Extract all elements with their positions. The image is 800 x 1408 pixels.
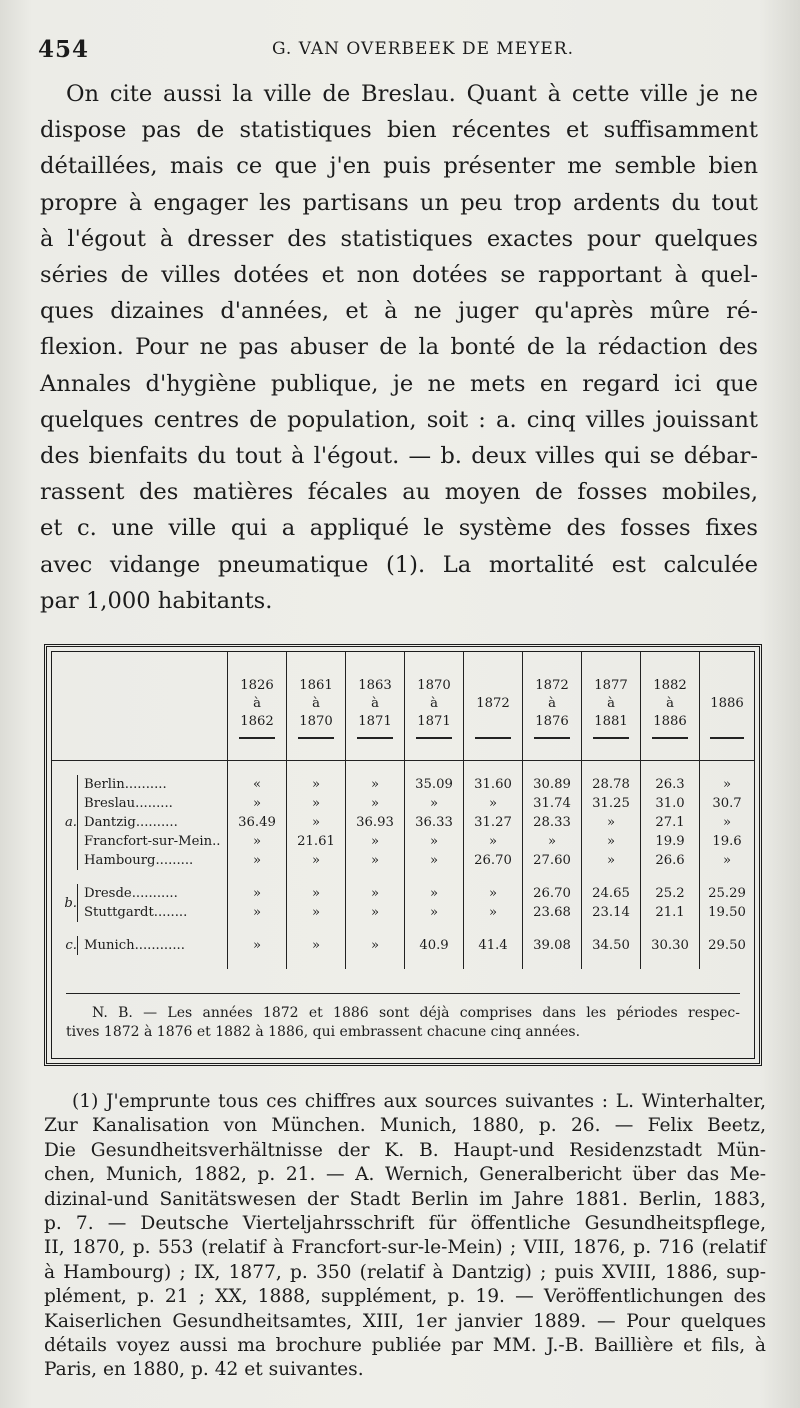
period-header bbox=[346, 652, 405, 761]
mortality-value: » bbox=[287, 794, 346, 813]
body-line: propre à engager les partisans un peu trop ardents du tout bbox=[40, 189, 758, 216]
mortality-value: 36.49 bbox=[228, 813, 287, 832]
mortality-value: » bbox=[405, 794, 464, 813]
mortality-value: 25.2 bbox=[641, 884, 700, 903]
city-name: Stuttgardt........ bbox=[78, 903, 228, 922]
mortality-value: » bbox=[464, 794, 523, 813]
page-number: 454 bbox=[38, 36, 90, 63]
body-line: On cite aussi la ville de Breslau. Quant à cette ville je ne bbox=[66, 81, 758, 107]
mortality-value: « bbox=[228, 775, 287, 794]
mortality-value: » bbox=[405, 832, 464, 851]
footnote-line: (1) J'emprunte tous ces chiffres aux sources suivantes : L. Winterhalter, bbox=[72, 1091, 766, 1112]
footnote-line: chen, Munich, 1882, p. 21. — A. Wernich, Generalbericht über das Me- bbox=[44, 1164, 766, 1186]
note-line: N. B. — Les années 1872 et 1886 sont déjà comprises dans les périodes respec- bbox=[92, 1005, 740, 1021]
mortality-value: 27.60 bbox=[523, 851, 582, 870]
body-line: et c. une ville qui a appliqué le système des fosses fixes bbox=[40, 515, 758, 542]
mortality-value: 19.9 bbox=[641, 832, 700, 851]
header-blank-cell bbox=[52, 652, 228, 761]
period-header-text: 1861 bbox=[299, 678, 333, 693]
mortality-value: 27.1 bbox=[641, 813, 700, 832]
period-header-text bbox=[703, 677, 751, 695]
mortality-value: » bbox=[346, 775, 405, 794]
footnote-line: plément, p. 21 ; XX, 1888, supplément, p. 19. — Veröffentlichungen des bbox=[44, 1286, 766, 1308]
city-name: Francfort-sur-Mein.. bbox=[78, 832, 228, 851]
period-header bbox=[464, 652, 523, 761]
mortality-value: » bbox=[287, 903, 346, 922]
period-header bbox=[287, 652, 346, 761]
mortality-value: » bbox=[582, 813, 641, 832]
period-header-text: 1882 bbox=[653, 678, 687, 693]
mortality-value: 41.4 bbox=[464, 936, 523, 955]
mortality-value: » bbox=[700, 775, 755, 794]
note-line: tives 1872 à 1876 et 1882 à 1886, qui embrassent chacune cinq années. bbox=[66, 1024, 581, 1040]
body-line: à l'égout à dresser des statistiques exactes pour quelques bbox=[40, 225, 758, 252]
mortality-value: » bbox=[464, 832, 523, 851]
period-header bbox=[582, 652, 641, 761]
group-label: a. bbox=[64, 815, 77, 830]
mortality-value: 30.30 bbox=[641, 936, 700, 955]
body-line: rassent des matières fécales au moyen de fosses mobiles, bbox=[40, 479, 758, 506]
mortality-value: » bbox=[228, 794, 287, 813]
footnote-line: Zur Kanalisation von München. Munich, 1880, p. 26. — Felix Beetz, bbox=[44, 1115, 766, 1137]
mortality-value: » bbox=[523, 832, 582, 851]
city-name: Dantzig.......... bbox=[78, 813, 228, 832]
footnote-line: p. 7. — Deutsche Vierteljahrsschrift für öffentliche Gesundheitspflege, bbox=[44, 1213, 766, 1235]
mortality-value: » bbox=[405, 884, 464, 903]
mortality-value: 39.08 bbox=[523, 936, 582, 955]
table-row bbox=[52, 903, 754, 922]
body-line: avec vidange pneumatique (1). La mortalité est calculée bbox=[40, 551, 758, 578]
mortality-table bbox=[52, 652, 754, 969]
mortality-value: » bbox=[405, 851, 464, 870]
footnote-line: à Hambourg) ; IX, 1877, p. 350 (relatif à Dantzig) ; puis XVIII, 1886, sup- bbox=[44, 1261, 766, 1283]
mortality-value: 19.50 bbox=[700, 903, 755, 922]
mortality-value: 36.93 bbox=[346, 813, 405, 832]
mortality-value: » bbox=[287, 936, 346, 955]
table-row bbox=[52, 851, 754, 870]
mortality-value: 29.50 bbox=[700, 936, 755, 955]
mortality-value: 25.29 bbox=[700, 884, 755, 903]
period-header-text: à bbox=[312, 696, 320, 711]
footnote-line: Die Gesundheitsverhältnisse der K. B. Haupt-und Residenzstadt Mün- bbox=[44, 1139, 766, 1161]
footnote-line: Paris, en 1880, p. 42 et suivantes. bbox=[44, 1359, 364, 1381]
table-row bbox=[52, 794, 754, 813]
period-header-text: 1886 bbox=[710, 696, 744, 711]
mortality-value: » bbox=[700, 813, 755, 832]
mortality-value: 26.3 bbox=[641, 775, 700, 794]
mortality-value: 31.74 bbox=[523, 794, 582, 813]
mortality-value: » bbox=[582, 851, 641, 870]
period-header-text: à bbox=[371, 696, 379, 711]
period-header bbox=[405, 652, 464, 761]
mortality-value: » bbox=[228, 903, 287, 922]
period-header bbox=[523, 652, 582, 761]
mortality-value: » bbox=[700, 851, 755, 870]
period-header-text: 1862 bbox=[240, 714, 274, 729]
city-name: Hambourg......... bbox=[78, 851, 228, 870]
mortality-value: » bbox=[287, 884, 346, 903]
city-name: Berlin.......... bbox=[78, 775, 228, 794]
period-header-text bbox=[467, 677, 519, 695]
mortality-value: » bbox=[464, 903, 523, 922]
footnote-line: détails voyez aussi ma brochure publiée par MM. J.-B. Baillière et fils, à bbox=[44, 1335, 766, 1357]
mortality-value: » bbox=[228, 936, 287, 955]
period-header-text: à bbox=[253, 696, 261, 711]
mortality-value: » bbox=[287, 813, 346, 832]
mortality-value: » bbox=[346, 832, 405, 851]
group-label: b. bbox=[64, 895, 77, 911]
city-name: Dresde........... bbox=[78, 884, 228, 903]
mortality-value: » bbox=[346, 851, 405, 870]
mortality-table-frame bbox=[44, 644, 762, 1066]
period-header-text: 1870 bbox=[299, 714, 333, 729]
mortality-value: 30.89 bbox=[523, 775, 582, 794]
table-row bbox=[52, 813, 754, 832]
mortality-value: 26.70 bbox=[523, 884, 582, 903]
body-line: séries de villes dotées et non dotées se rapportant à quel- bbox=[40, 262, 758, 289]
period-header-text: 1872 bbox=[535, 678, 569, 693]
period-header-text: à bbox=[607, 696, 615, 711]
body-line: dispose pas de statistiques bien récentes et suffisamment bbox=[40, 117, 758, 144]
period-header-text bbox=[703, 713, 751, 731]
mortality-value: » bbox=[287, 851, 346, 870]
mortality-value: » bbox=[346, 903, 405, 922]
mortality-value: 19.6 bbox=[700, 832, 755, 851]
mortality-value: 26.70 bbox=[464, 851, 523, 870]
period-header-text: 1871 bbox=[358, 714, 392, 729]
period-header-text: à bbox=[548, 696, 556, 711]
mortality-value: » bbox=[228, 832, 287, 851]
footnote-line: dizinal-und Sanitätswesen der Stadt Berlin im Jahre 1881. Berlin, 1883, bbox=[44, 1188, 766, 1210]
mortality-value: 31.27 bbox=[464, 813, 523, 832]
body-line: détaillées, mais ce que j'en puis présenter me semble bien bbox=[40, 153, 758, 180]
body-line: Annales d'hygiène publique, je ne mets en regard ici que bbox=[40, 370, 758, 397]
mortality-value: 35.09 bbox=[405, 775, 464, 794]
mortality-value: 26.6 bbox=[641, 851, 700, 870]
period-header-text: à bbox=[430, 696, 438, 711]
mortality-value: » bbox=[287, 775, 346, 794]
table-row bbox=[52, 832, 754, 851]
mortality-value: » bbox=[464, 884, 523, 903]
mortality-value: » bbox=[346, 936, 405, 955]
mortality-value: 30.7 bbox=[700, 794, 755, 813]
body-line: quelques centres de population, soit : a. cinq villes jouissant bbox=[40, 406, 758, 433]
period-header bbox=[641, 652, 700, 761]
period-header-text bbox=[467, 713, 519, 731]
period-header-text: 1872 bbox=[476, 696, 510, 711]
period-header bbox=[228, 652, 287, 761]
mortality-value: 34.50 bbox=[582, 936, 641, 955]
mortality-value: 31.25 bbox=[582, 794, 641, 813]
period-header bbox=[700, 652, 755, 761]
period-header-text: 1886 bbox=[653, 714, 687, 729]
mortality-value: 23.68 bbox=[523, 903, 582, 922]
period-header-text: 1871 bbox=[417, 714, 451, 729]
footnote-line: II, 1870, p. 553 (relatif à Francfort-sur-le-Mein) ; VIII, 1876, p. 716 (relatif bbox=[44, 1237, 766, 1259]
mortality-value: » bbox=[582, 832, 641, 851]
mortality-value: » bbox=[346, 884, 405, 903]
mortality-value: 40.9 bbox=[405, 936, 464, 955]
table-row bbox=[52, 884, 754, 903]
mortality-value: 31.0 bbox=[641, 794, 700, 813]
mortality-value: 31.60 bbox=[464, 775, 523, 794]
table-header-row bbox=[52, 652, 754, 761]
city-name: Munich............ bbox=[78, 936, 228, 955]
mortality-value: 36.33 bbox=[405, 813, 464, 832]
table-note bbox=[66, 993, 740, 1042]
mortality-value: 23.14 bbox=[582, 903, 641, 922]
table-row bbox=[52, 775, 754, 794]
mortality-value: 28.33 bbox=[523, 813, 582, 832]
period-header-text: 1870 bbox=[417, 678, 451, 693]
city-name: Breslau......... bbox=[78, 794, 228, 813]
mortality-value: 21.1 bbox=[641, 903, 700, 922]
mortality-value: » bbox=[228, 851, 287, 870]
footnote bbox=[44, 1090, 766, 1383]
mortality-value: 24.65 bbox=[582, 884, 641, 903]
table-row bbox=[52, 936, 754, 955]
footnote-line: Kaiserlichen Gesundheitsamtes, XIII, 1er janvier 1889. — Pour quelques bbox=[44, 1310, 766, 1332]
running-head: G. VAN OVERBEEK DE MEYER. bbox=[271, 39, 575, 59]
group-label: c. bbox=[65, 938, 77, 953]
mortality-value: » bbox=[405, 903, 464, 922]
body-line: flexion. Pour ne pas abuser de la bonté de la rédaction des bbox=[40, 334, 758, 361]
period-header-text: à bbox=[666, 696, 674, 711]
mortality-value: » bbox=[346, 794, 405, 813]
body-line: par 1,000 habitants. bbox=[40, 587, 273, 614]
mortality-value: » bbox=[228, 884, 287, 903]
mortality-value: 21.61 bbox=[287, 832, 346, 851]
body-line: ques dizaines d'années, et à ne juger qu'après mûre ré- bbox=[40, 298, 758, 325]
body-paragraph bbox=[40, 76, 758, 619]
mortality-value: 28.78 bbox=[582, 775, 641, 794]
period-header-text: 1876 bbox=[535, 714, 569, 729]
period-header-text: 1863 bbox=[358, 678, 392, 693]
page-header bbox=[38, 36, 768, 64]
period-header-text: 1877 bbox=[594, 678, 628, 693]
period-header-text: 1826 bbox=[240, 678, 274, 693]
body-line: des bienfaits du tout à l'égout. — b. deux villes qui se débar- bbox=[40, 443, 758, 470]
period-header-text: 1881 bbox=[594, 714, 628, 729]
